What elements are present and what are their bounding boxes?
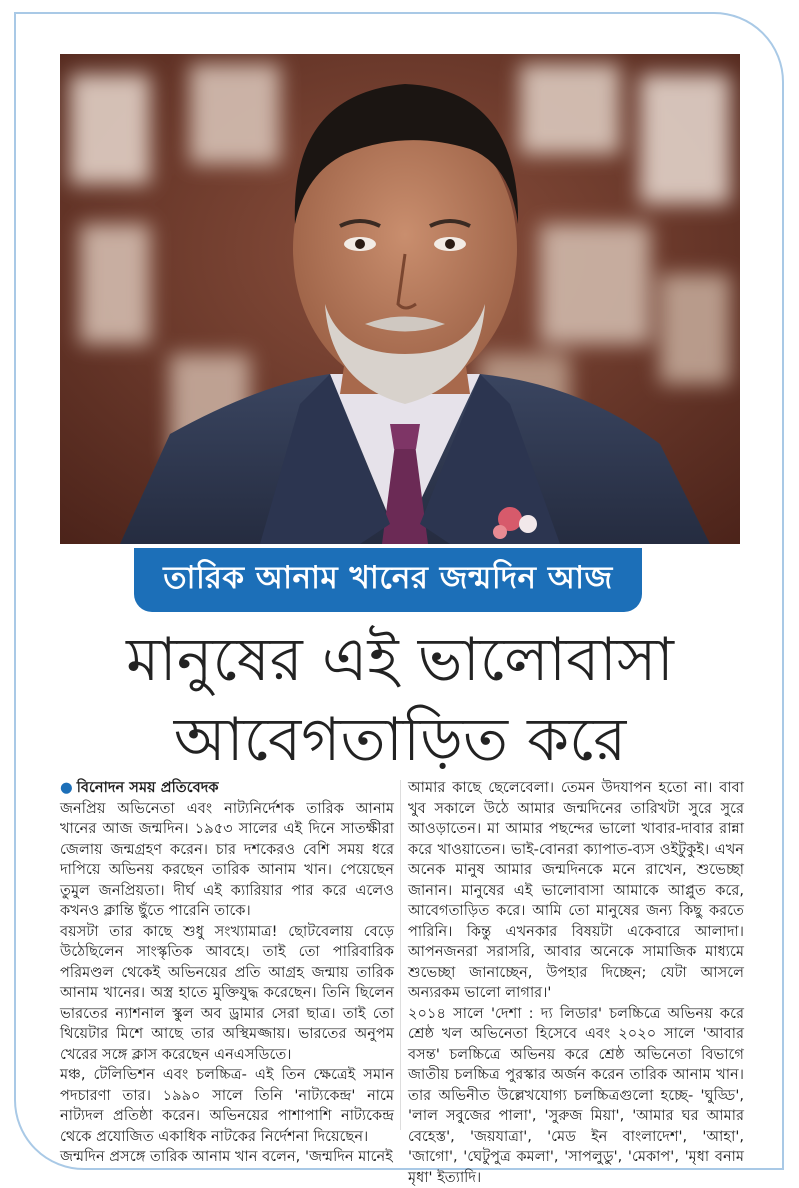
paragraph: জন্মদিন প্রসঙ্গে তারিক আনাম খান বলেন, 'জন্মদিন মানেই	[60, 1147, 394, 1168]
paragraph: মঞ্চ, টেলিভিশন এবং চলচ্চিত্র- এই তিন ক্ষেত্রেই সমান পদচারণা তার। ১৯৯০ সালে তিনি 'নাট্যকেন্দ্র' নামে নাট্যদল প্রতিষ্ঠা করেন। অভিনয়ের পাশাপাশি নাট্যকেন্দ্র থেকে প্রযোজিত একাধিক নাটকের নির্দেশনা দিয়েছেন।	[60, 1065, 394, 1147]
byline	[60, 778, 394, 799]
title-banner: তারিক আনাম খানের জন্মদিন আজ	[134, 548, 642, 612]
headline-line-2: আবেগতাড়িত করে	[40, 700, 760, 780]
byline-text: বিনোদন সময় প্রতিবেদক	[77, 779, 219, 796]
headline-line-1: মানুষের এই ভালোবাসা	[40, 620, 760, 700]
paragraph: বয়সটা তার কাছে শুধু সংখ্যামাত্র! ছোটবেলায় বেড়ে উঠেছিলেন সাংস্কৃতিক আবহে। তাই তো পারিবারিক পরিমণ্ডল থেকেই অভিনয়ের প্রতি আগ্রহ জন্মায় তারিক আনাম খানের। অস্ত্র হাতে মুক্তিযুদ্ধ করেছেন। তিনি ছিলেন ভারতের ন্যাশনাল স্কুল অব ড্রামার সেরা ছাত্র। তাই তো থিয়েটার মিশে আছে তার অস্থিমজ্জায়। ভারতের অনুপম খেরের সঙ্গে ক্লাস করেছেন এনএসডিতে।	[60, 922, 394, 1066]
article-column-right	[408, 778, 744, 1188]
headline	[40, 620, 760, 780]
portrait-photo	[60, 54, 740, 544]
paragraph: জনপ্রিয় অভিনেতা এবং নাট্যনির্দেশক তারিক আনাম খানের আজ জন্মদিন। ১৯৫৩ সালের এই দিনে সাতক্ষীরা জেলায় জন্মগ্রহণ করেন। চার দশকেরও বেশি সময় ধরে দাপিয়ে অভিনয় করছেন তারিক আনাম খান। পেয়েছেন তুমুল জনপ্রিয়তা। দীর্ঘ এই ক্যারিয়ার পার করে এলেও কখনও ক্লান্তি ছুঁতে পারেনি তাকে।	[60, 799, 394, 922]
column-divider	[400, 780, 401, 1130]
paragraph: আমার কাছে ছেলেবেলা। তেমন উদযাপন হতো না। বাবা খুব সকালে উঠে আমার জন্মদিনের তারিখটা সুরে সুরে আওড়াতেন। মা আমার পছন্দের ভালো খাবার-দাবার রান্না করে খাওয়াতেন। ভাই-বোনরা ক্যাপাত-ব্যস ওইটুকুই। এখন অনেক মানুষ আমার জন্মদিনকে মনে রাখেন, শুভেচ্ছা জানান। মানুষের এই ভালোবাসা আমাকে আপ্লুত করে, আবেগতাড়িত করে। আমি তো মানুষের জন্য কিছু করতে পারিনি। কিন্তু এখনকার বিষয়টা একেবারে আলাদা। আপনজনরা সরাসরি, আবার অনেকে সামাজিক মাধ্যমে শুভেচ্ছা জানাচ্ছেন, উপহার দিচ্ছেন; যেটা আসলে অন্যরকম ভালো লাগার।'	[408, 778, 744, 1004]
article-column-left	[60, 778, 394, 1168]
bullet-icon: ●	[60, 779, 73, 796]
paragraph: ২০১৪ সালে 'দেশা : দ্য লিডার' চলচ্চিত্রে অভিনয় করে শ্রেষ্ঠ খল অভিনেতা হিসেবে এবং ২০২০ সালে 'আবার বসন্ত' চলচ্চিত্রে অভিনয় করে শ্রেষ্ঠ অভিনেতা বিভাগে জাতীয় চলচ্চিত্র পুরস্কার অর্জন করেন তারিক আনাম খান। তার অভিনীত উল্লেখযোগ্য চলচ্চিত্রগুলো হচ্ছে- 'ঘুড্ডি', 'লাল সবুজের পালা', 'সুরুজ মিয়া', 'আমার ঘর আমার বেহেস্ত', 'জয়যাত্রা', 'মেড ইন বাংলাদেশ', 'আহা', 'জাগো', 'ঘেটুপুত্র কমলা', 'সাপলুডু', 'মেকাপ', 'মৃধা বনাম মৃধা' ইত্যাদি।	[408, 1004, 744, 1188]
